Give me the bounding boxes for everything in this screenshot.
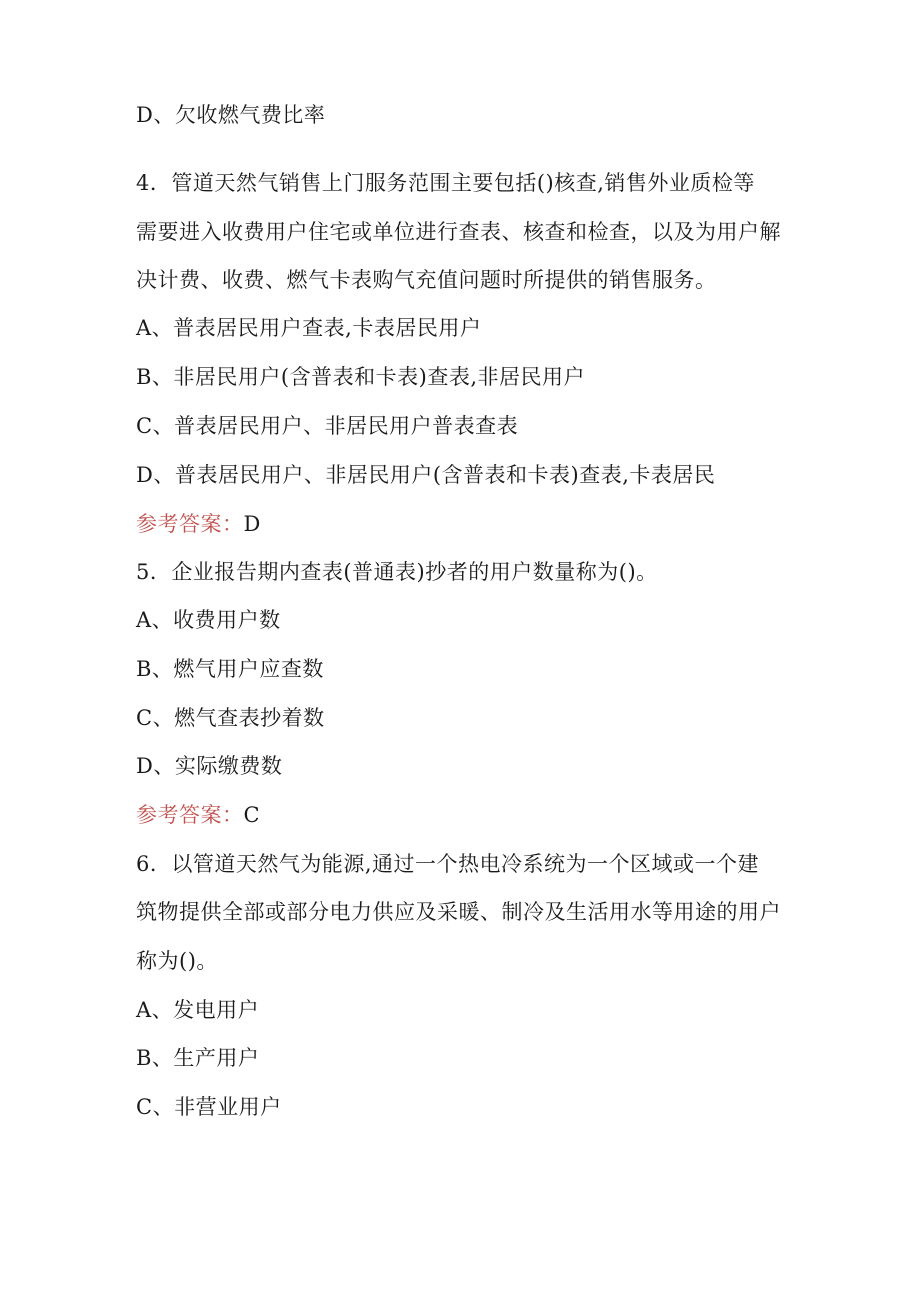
- question-5-line-1: 5．企业报告期内查表(普通表)抄者的用户数量称为()。: [136, 560, 658, 584]
- option-3-d: D、欠收燃气费比率: [136, 103, 326, 127]
- option-4-d: D、普表居民用户、非居民用户(含普表和卡表)查表,卡表居民: [136, 463, 716, 487]
- option-6-a: A、发电用户: [136, 998, 260, 1022]
- option-5-b: B、燃气用户应查数: [136, 657, 324, 681]
- question-6-line-1: 6．以管道天然气为能源,通过一个热电冷系统为一个区域或一个建: [136, 852, 760, 876]
- option-5-c: C、燃气查表抄着数: [136, 706, 325, 730]
- question-4-line-1: 4．管道天然气销售上门服务范围主要包括()核查,销售外业质检等: [136, 171, 755, 195]
- option-4-c: C、普表居民用户、非居民用户普表查表: [136, 414, 519, 438]
- option-5-a: A、收费用户数: [136, 608, 281, 632]
- question-6-line-2: 筑物提供全部或部分电力供应及采暖、制冷及生活用水等用途的用户: [136, 900, 781, 924]
- option-5-d: D、实际缴费数: [136, 754, 283, 778]
- answer-label: 参考答案：: [136, 803, 244, 827]
- answer-value: C: [243, 803, 261, 827]
- option-6-c: C、非营业用户: [136, 1095, 282, 1119]
- answer-label: 参考答案：: [136, 512, 244, 536]
- option-4-b: B、非居民用户(含普表和卡表)查表,非居民用户: [136, 365, 585, 389]
- question-4-line-2: 需要进入收费用户住宅或单位进行查表、核查和检查，以及为用户解: [136, 220, 781, 244]
- answer-4: [136, 511, 261, 537]
- answer-value: D: [243, 512, 261, 536]
- option-6-b: B、生产用户: [136, 1046, 260, 1070]
- option-4-a: A、普表居民用户查表,卡表居民用户: [136, 316, 482, 340]
- question-6-line-3: 称为()。: [136, 949, 218, 973]
- question-4-line-3: 决计费、收费、燃气卡表购气充值问题时所提供的销售服务。: [136, 268, 717, 292]
- answer-5: [136, 802, 260, 828]
